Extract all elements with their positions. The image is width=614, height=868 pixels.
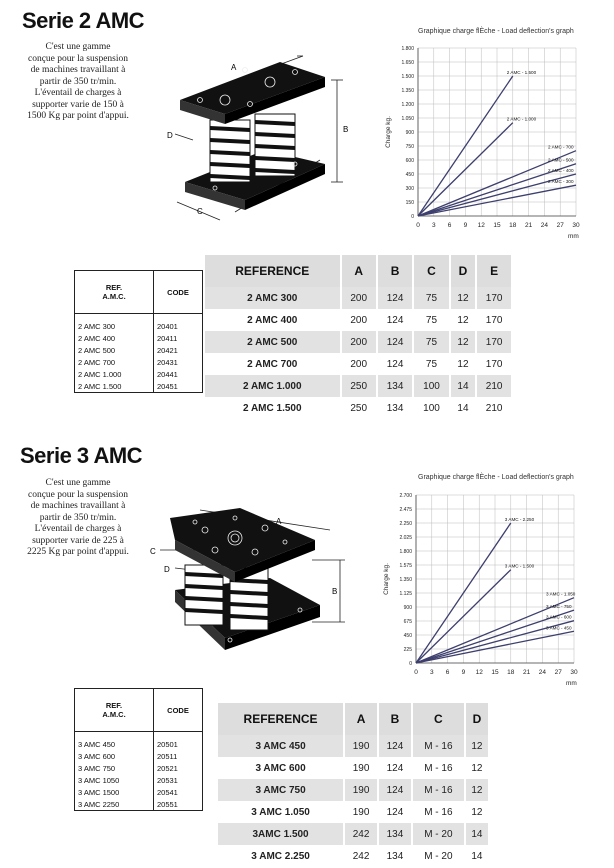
y-tick-label: 450: [403, 633, 412, 639]
section3-dimension-table: [218, 703, 488, 867]
intro-line: L'éventail de charges à: [34, 88, 122, 98]
ref-cell: 2 AMC 1.000: [75, 368, 154, 380]
value-cell: 75: [413, 331, 449, 353]
y-tick-label: 1.125: [399, 591, 412, 597]
column-header: D: [465, 703, 488, 735]
y-tick-label: 300: [405, 186, 414, 192]
ref-cell: 2 AMC 1.500: [75, 380, 154, 393]
dim-a-label: A: [276, 517, 282, 526]
table-row: [205, 397, 511, 419]
dim-c-label: C: [150, 547, 156, 556]
reference-cell: 2 AMC 500: [205, 331, 341, 353]
x-tick-label: 24: [540, 222, 549, 229]
code-cell: 20531: [154, 774, 203, 786]
column-header: C: [412, 703, 465, 735]
intro-line: conçue pour la suspension: [28, 489, 128, 500]
table-row: [218, 823, 488, 845]
code-cell: 20501: [154, 732, 203, 751]
x-tick-label: 30: [572, 222, 580, 229]
intro-line: partir de 350 tr/min.: [39, 76, 117, 87]
value-cell: 12: [465, 735, 488, 757]
table-row: [218, 779, 488, 801]
x-tick-label: 27: [554, 669, 562, 676]
series-label: 3 AMC - 1.500: [504, 563, 535, 569]
value-cell: M - 16: [412, 801, 465, 823]
code-header: CODE: [154, 271, 203, 314]
ref-cell: 2 AMC 500: [75, 344, 154, 356]
section3-code-table: [74, 688, 203, 811]
x-tick-label: 21: [524, 222, 533, 229]
dim-d-label: D: [167, 131, 173, 140]
value-cell: 124: [378, 779, 412, 801]
intro-line: supporter varie de 150 à: [32, 99, 124, 110]
value-cell: 124: [377, 287, 413, 309]
dim-b-label: B: [343, 125, 349, 134]
value-cell: 12: [465, 757, 488, 779]
y-tick-label: 900: [403, 605, 412, 611]
column-header: B: [378, 703, 412, 735]
value-cell: 12: [450, 287, 477, 309]
y-tick-label: 600: [405, 158, 414, 164]
y-axis-label: Charge kg.: [385, 116, 392, 148]
ref-cell: 2 AMC 300: [75, 314, 154, 333]
value-cell: 75: [413, 287, 449, 309]
reference-cell: 3 AMC 450: [218, 735, 344, 757]
value-cell: 200: [341, 287, 377, 309]
series-label: 3 AMC - 2.250: [504, 517, 535, 522]
value-cell: 242: [344, 823, 378, 845]
section3-intro: [8, 478, 148, 559]
value-cell: 134: [377, 397, 413, 419]
section3-graph-title: Graphique charge flÈche - Load deflection's graph: [418, 474, 574, 481]
code-cell: 20441: [154, 368, 203, 380]
y-tick-label: 2.025: [399, 535, 412, 541]
intro-line: de machines travaillant à: [30, 501, 126, 511]
series-label: 2 AMC - 500: [548, 157, 574, 163]
intro-line: de machines travaillant à: [30, 65, 126, 75]
code-cell: 20521: [154, 762, 203, 774]
value-cell: 170: [476, 353, 511, 375]
value-cell: 75: [413, 353, 449, 375]
x-tick-label: 12: [475, 669, 483, 676]
x-tick-label: 0: [414, 669, 418, 676]
intro-line: C'est une gamme: [45, 42, 111, 52]
ref-cell: 2 AMC 700: [75, 356, 154, 368]
table-row: [218, 757, 488, 779]
section2-dimension-table: [205, 255, 511, 419]
value-cell: 190: [344, 757, 378, 779]
ref-cell: 3 AMC 2250: [75, 798, 154, 811]
x-tick-label: 6: [445, 669, 450, 676]
series-label: 3 AMC - 450: [546, 625, 572, 631]
x-tick-label: 24: [538, 669, 547, 676]
value-cell: M - 16: [412, 735, 465, 757]
ref-header: REF. A.M.C.: [75, 271, 154, 314]
value-cell: 14: [465, 823, 488, 845]
reference-cell: 3 AMC 600: [218, 757, 344, 779]
value-cell: 12: [450, 331, 477, 353]
table-row: [205, 287, 511, 309]
y-tick-label: 1.650: [401, 60, 414, 66]
y-tick-label: 2.250: [399, 521, 412, 527]
ref-header: REF. A.M.C.: [75, 689, 154, 732]
section2-title: Serie 2 AMC: [22, 8, 145, 33]
dim-c-label: C: [197, 207, 203, 216]
value-cell: 200: [341, 331, 377, 353]
value-cell: 190: [344, 779, 378, 801]
dim-d-label: D: [164, 565, 170, 574]
column-header: REFERENCE: [218, 703, 344, 735]
ref-cell: 3 AMC 600: [75, 750, 154, 762]
code-cell: 20411: [154, 332, 203, 344]
value-cell: 134: [378, 845, 412, 867]
x-tick-label: 9: [461, 669, 466, 676]
reference-cell: 2 AMC 700: [205, 353, 341, 375]
section3-title: Serie 3 AMC: [20, 443, 143, 468]
value-cell: 134: [378, 823, 412, 845]
y-tick-label: 1.200: [401, 102, 414, 108]
code-cell: 20551: [154, 798, 203, 811]
section2-drawing: [155, 42, 380, 222]
reference-cell: 2 AMC 300: [205, 287, 341, 309]
value-cell: 12: [450, 309, 477, 331]
series-label: 2 AMC - 400: [548, 168, 574, 173]
reference-cell: 3 AMC 1.050: [218, 801, 344, 823]
value-cell: 200: [341, 353, 377, 375]
ref-cell: 3 AMC 450: [75, 732, 154, 751]
reference-cell: 2 AMC 1.000: [205, 375, 341, 397]
table-row: [205, 331, 511, 353]
table-row: [218, 845, 488, 867]
value-cell: 250: [341, 375, 377, 397]
column-header: A: [341, 255, 377, 287]
dim-a-label: A: [231, 63, 237, 72]
section2-graph-title: Graphique charge flÈche - Load deflection's graph: [418, 28, 574, 35]
ref-cell: 3 AMC 1500: [75, 786, 154, 798]
code-cell: 20511: [154, 750, 203, 762]
series-label: 2 AMC - 300: [548, 179, 574, 185]
value-cell: M - 16: [412, 757, 465, 779]
x-tick-label: 15: [493, 222, 501, 229]
y-tick-label: 750: [405, 144, 414, 150]
reference-cell: 2 AMC 400: [205, 309, 341, 331]
ref-cell: 3 AMC 1050: [75, 774, 154, 786]
x-tick-label: 3: [429, 669, 434, 676]
value-cell: 170: [476, 331, 511, 353]
code-header: CODE: [154, 689, 203, 732]
value-cell: 210: [476, 375, 511, 397]
table-row: [75, 344, 203, 356]
table-row: [205, 309, 511, 331]
y-tick-label: 1.500: [401, 74, 414, 80]
x-axis-label: mm: [568, 233, 579, 240]
value-cell: 12: [450, 353, 477, 375]
value-cell: 124: [377, 309, 413, 331]
y-tick-label: 1.350: [401, 88, 414, 94]
y-tick-label: 900: [405, 130, 414, 136]
section2-intro: [8, 42, 148, 123]
y-tick-label: 150: [405, 200, 414, 206]
intro-line: conçue pour la suspension: [28, 53, 128, 64]
x-axis-label: mm: [566, 680, 577, 687]
value-cell: 170: [476, 309, 511, 331]
table-row: [218, 735, 488, 757]
table-row: [75, 798, 203, 811]
value-cell: 12: [465, 779, 488, 801]
section3-drawing: [140, 490, 370, 670]
value-cell: 100: [413, 375, 449, 397]
y-tick-label: 1.350: [399, 577, 412, 583]
dim-b-label: B: [332, 587, 338, 596]
code-cell: 20541: [154, 786, 203, 798]
reference-cell: 3 AMC 2.250: [218, 845, 344, 867]
y-tick-label: 450: [405, 172, 414, 178]
value-cell: 134: [377, 375, 413, 397]
series-label: 3 AMC - 600: [546, 614, 572, 620]
intro-line: L'éventail de charges à: [34, 524, 122, 534]
intro-line: 2225 Kg par point d'appui.: [27, 547, 129, 557]
code-cell: 20421: [154, 344, 203, 356]
ref-cell: 3 AMC 750: [75, 762, 154, 774]
table-row: [75, 786, 203, 798]
value-cell: 124: [378, 801, 412, 823]
x-tick-label: 21: [522, 669, 531, 676]
y-tick-label: 0: [411, 214, 414, 220]
x-tick-label: 0: [416, 222, 420, 229]
y-tick-label: 2.700: [399, 493, 412, 499]
intro-line: partir de 350 tr/min.: [39, 512, 117, 523]
intro-line: C'est une gamme: [45, 478, 111, 488]
column-header: E: [476, 255, 511, 287]
column-header: D: [450, 255, 477, 287]
value-cell: 14: [450, 375, 477, 397]
value-cell: 124: [378, 757, 412, 779]
y-tick-label: 2.475: [399, 507, 412, 513]
value-cell: 75: [413, 309, 449, 331]
series-label: 2 AMC - 700: [548, 144, 574, 150]
x-tick-label: 6: [447, 222, 452, 229]
intro-line: 1500 Kg par point d'appui.: [27, 111, 129, 121]
reference-cell: 3 AMC 750: [218, 779, 344, 801]
value-cell: 14: [450, 397, 477, 419]
table-row: [75, 762, 203, 774]
code-cell: 20401: [154, 314, 203, 333]
x-tick-label: 12: [477, 222, 485, 229]
x-tick-label: 3: [431, 222, 436, 229]
series-label: 2 AMC - 1.500: [506, 70, 537, 75]
reference-cell: 2 AMC 1.500: [205, 397, 341, 419]
table-row: [75, 368, 203, 380]
column-header: A: [344, 703, 378, 735]
y-tick-label: 1.800: [399, 549, 412, 555]
column-header: B: [377, 255, 413, 287]
y-tick-label: 225: [403, 647, 412, 653]
value-cell: 242: [344, 845, 378, 867]
value-cell: 210: [476, 397, 511, 419]
reference-cell: 3AMC 1.500: [218, 823, 344, 845]
y-tick-label: 1.050: [401, 116, 414, 122]
column-header: REFERENCE: [205, 255, 341, 287]
value-cell: 100: [413, 397, 449, 419]
y-tick-label: 1.800: [401, 46, 414, 52]
table-row: [75, 774, 203, 786]
table-row: [218, 801, 488, 823]
series-label: 2 AMC - 1.000: [506, 116, 537, 122]
x-tick-label: 18: [509, 222, 517, 229]
table-row: [75, 750, 203, 762]
section2-code-table: [74, 270, 203, 393]
value-cell: M - 16: [412, 779, 465, 801]
value-cell: 14: [465, 845, 488, 867]
code-cell: 20431: [154, 356, 203, 368]
y-axis-label: Charge kg.: [383, 563, 390, 595]
y-tick-label: 1.575: [399, 563, 412, 569]
value-cell: 190: [344, 801, 378, 823]
value-cell: 170: [476, 287, 511, 309]
table-row: [75, 314, 203, 333]
value-cell: 250: [341, 397, 377, 419]
table-row: [205, 375, 511, 397]
x-tick-label: 30: [570, 669, 578, 676]
x-tick-label: 9: [463, 222, 468, 229]
table-row: [75, 380, 203, 393]
value-cell: 124: [377, 331, 413, 353]
value-cell: 200: [341, 309, 377, 331]
table-row: [75, 356, 203, 368]
value-cell: 190: [344, 735, 378, 757]
y-tick-label: 675: [403, 619, 412, 625]
value-cell: M - 20: [412, 823, 465, 845]
x-tick-label: 15: [491, 669, 499, 676]
x-tick-label: 18: [507, 669, 515, 676]
value-cell: 124: [378, 735, 412, 757]
table-row: [205, 353, 511, 375]
table-row: [75, 732, 203, 751]
value-cell: M - 20: [412, 845, 465, 867]
column-header: C: [413, 255, 449, 287]
ref-cell: 2 AMC 400: [75, 332, 154, 344]
x-tick-label: 27: [556, 222, 564, 229]
section2-load-deflection-chart: [370, 38, 590, 248]
dim-e-label: E: [283, 183, 289, 192]
value-cell: 12: [465, 801, 488, 823]
series-label: 3 AMC - 1.050: [546, 591, 576, 597]
series-label: 3 AMC - 750: [546, 604, 572, 610]
section3-load-deflection-chart: [368, 485, 590, 695]
intro-line: supporter varie de 225 à: [32, 535, 124, 546]
code-cell: 20451: [154, 380, 203, 393]
table-row: [75, 332, 203, 344]
y-tick-label: 0: [409, 661, 412, 667]
value-cell: 124: [377, 353, 413, 375]
